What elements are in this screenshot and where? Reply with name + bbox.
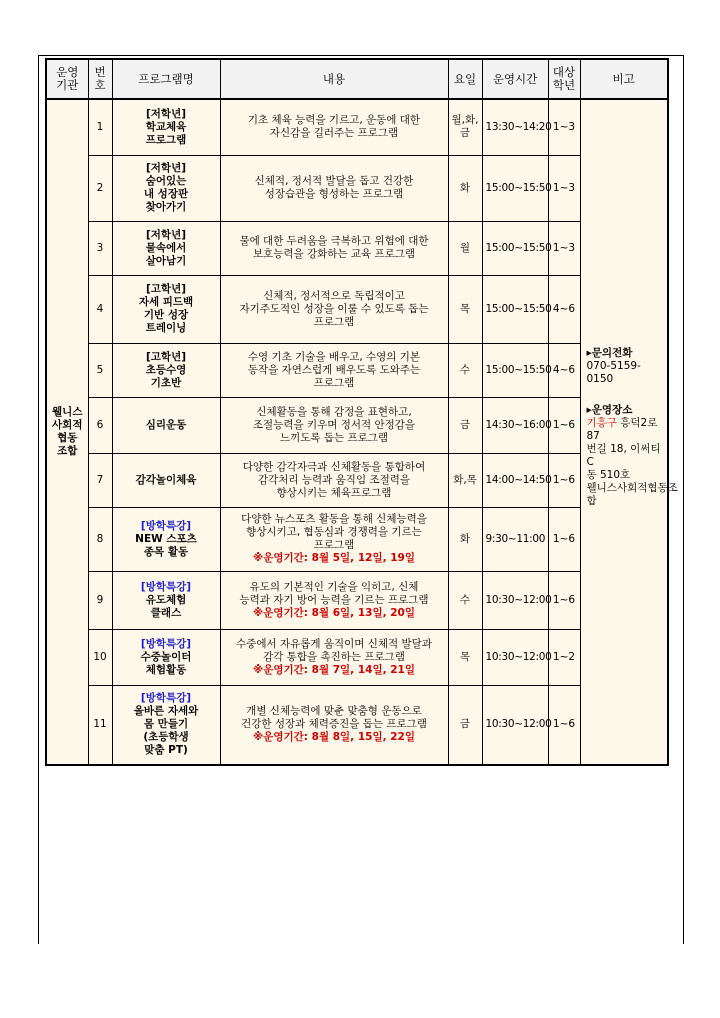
program-description-cell	[220, 275, 448, 343]
program-name-cell	[112, 343, 220, 397]
table-row	[46, 275, 668, 343]
program-name: 초등수영 기초반	[145, 363, 187, 389]
program-tag: [고학년]	[145, 350, 187, 363]
program-description: 유도의 기본적인 기술을 익히고, 신체 능력과 자기 방어 능력을 기르는 프로그램	[239, 580, 429, 606]
phone-title: ▸ 문의전화	[587, 347, 662, 360]
table-row	[46, 453, 668, 507]
table-row	[46, 629, 668, 685]
program-time: 10:30~12:00	[482, 685, 548, 765]
program-name-cell	[112, 629, 220, 685]
program-day: 월,화, 금	[448, 99, 482, 155]
table-row	[46, 397, 668, 453]
program-grade: 1~3	[548, 99, 580, 155]
place-title: ▸ 운영장소	[587, 404, 662, 417]
program-description-cell	[220, 155, 448, 221]
program-name: 숨어있는 내 성장판 찾아가기	[143, 175, 189, 213]
table-row	[46, 343, 668, 397]
program-grade: 1~3	[548, 155, 580, 221]
program-day: 금	[448, 685, 482, 765]
program-tag: [저학년]	[145, 107, 187, 120]
program-description: 다양한 뉴스포츠 활동을 통해 신체능력을 향상시키고, 협동심과 경쟁력을 기르는 프로그램	[241, 513, 427, 551]
program-day: 화	[448, 507, 482, 571]
row-number: 10	[88, 629, 112, 685]
program-description: 다양한 감각자극과 신체활동을 통합하여 감각처리 능력과 움직임 조절력을 향상시키는 체육프로그램	[242, 460, 426, 499]
program-tag: [저학년]	[145, 228, 187, 241]
program-description: 수영 기초 기술을 배우고, 수영의 기본 동작을 자연스럽게 배우도록 도와주는 프로그램	[247, 350, 421, 389]
program-name: 감각놀이체육	[135, 473, 197, 486]
program-name-cell	[112, 507, 220, 571]
program-description: 개별 신체능력에 맞춘 맞춤형 운동으로 건강한 성장과 체력증진을 돕는 프로그램	[241, 705, 427, 731]
header-grade: 대상 학년	[548, 59, 580, 99]
program-name: 올바른 자세와 몸 만들기 (초등학생 맞춤 PT)	[133, 705, 199, 757]
row-number: 3	[88, 221, 112, 275]
program-tag: [방학특강]	[140, 519, 192, 532]
operating-period: ※운영기간: 8월 6일, 13일, 20일	[253, 606, 415, 619]
program-description: 물에 대한 두려움을 극복하고 위험에 대한 보호능력을 강화하는 교육 프로그램	[239, 235, 429, 260]
program-description-cell	[220, 221, 448, 275]
program-tag: [고학년]	[145, 283, 187, 295]
program-name-cell	[112, 221, 220, 275]
program-tag: [방학특강]	[140, 692, 192, 705]
program-name-cell	[112, 571, 220, 629]
program-description-cell	[220, 629, 448, 685]
program-day: 목	[448, 629, 482, 685]
program-description-cell	[220, 397, 448, 453]
program-description: 신체적, 정서적 발달을 돕고 건강한 성장습관을 형성하는 프로그램	[254, 175, 414, 200]
program-time: 15:00~15:50	[482, 275, 548, 343]
program-grade: 1~3	[548, 221, 580, 275]
program-description: 수중에서 자유롭게 움직이며 신체적 발달과 감각 통합을 촉진하는 프로그램	[236, 637, 432, 663]
operating-period: ※운영기간: 8월 7일, 14일, 21일	[253, 663, 415, 676]
table-row	[46, 685, 668, 765]
table-row	[46, 221, 668, 275]
program-time: 13:30~14:20	[482, 99, 548, 155]
row-number: 6	[88, 397, 112, 453]
place-block	[586, 403, 678, 508]
header-org: 운영 기관	[46, 59, 88, 99]
program-time: 15:00~15:50	[482, 343, 548, 397]
program-day: 화,목	[448, 453, 482, 507]
program-name-cell	[112, 397, 220, 453]
program-description-cell	[220, 453, 448, 507]
program-grade: 4~6	[548, 275, 580, 343]
program-tag: [방학특강]	[140, 637, 192, 650]
program-name: 유도체험 클래스	[145, 593, 187, 619]
program-description: 신체활동을 통해 감정을 표현하고, 조절능력을 키우며 정서적 안정감을 느끼도록 돕는 프로그램	[252, 405, 416, 444]
row-number: 2	[88, 155, 112, 221]
row-number: 8	[88, 507, 112, 571]
header-program: 프로그램명	[112, 59, 220, 99]
program-time: 10:30~12:00	[482, 571, 548, 629]
program-table	[45, 58, 678, 766]
note-cell	[580, 99, 678, 765]
table-row	[46, 99, 668, 155]
program-grade: 1~6	[548, 507, 580, 571]
header-content: 내용	[220, 59, 448, 99]
header-time: 운영시간	[482, 59, 548, 99]
program-name: 자세 피드백 기반 성장 트레이닝	[138, 296, 194, 334]
program-day: 화	[448, 155, 482, 221]
program-description-cell	[220, 343, 448, 397]
program-time: 10:30~12:00	[482, 629, 548, 685]
program-name-cell	[112, 99, 220, 155]
program-day: 월	[448, 221, 482, 275]
program-grade: 1~6	[548, 397, 580, 453]
row-number: 5	[88, 343, 112, 397]
header-row	[46, 59, 668, 99]
program-name: 수중놀이터 체험활동	[140, 650, 192, 676]
program-name-cell	[112, 155, 220, 221]
program-day: 수	[448, 571, 482, 629]
program-grade: 1~6	[548, 685, 580, 765]
program-time: 9:30~11:00	[482, 507, 548, 571]
program-grade: 4~6	[548, 343, 580, 397]
phone-block	[587, 347, 662, 386]
org-name: 웰니스 사회적 협동 조합	[46, 99, 88, 765]
program-tag: [저학년]	[145, 162, 187, 174]
program-name: 학교체육 프로그램	[145, 120, 187, 146]
header-day: 요일	[448, 59, 482, 99]
row-number: 4	[88, 275, 112, 343]
table-row	[46, 507, 668, 571]
program-day: 수	[448, 343, 482, 397]
phone-number: 070-5159-0150	[586, 359, 641, 385]
program-grade: 1~2	[548, 629, 580, 685]
program-name: 물속에서 살아남기	[145, 241, 187, 267]
operating-period: ※운영기간: 8월 5일, 12일, 19일	[253, 552, 415, 564]
program-name-cell	[112, 275, 220, 343]
row-number: 1	[88, 99, 112, 155]
program-grade: 1~6	[548, 453, 580, 507]
operating-period: ※운영기간: 8월 8일, 15일, 22일	[253, 731, 415, 744]
row-number: 11	[88, 685, 112, 765]
program-name: 심리운동	[145, 418, 187, 431]
place-district: 기흥구	[586, 416, 617, 429]
program-name: NEW 스포츠 종목 활동	[135, 532, 197, 558]
place-address: 흥덕2로 87 번길 18, 이써티 C 동 510호 웰니스사회적협동조 합	[586, 416, 678, 507]
program-name-cell	[112, 453, 220, 507]
program-time: 14:00~14:50	[482, 453, 548, 507]
program-time: 15:00~15:50	[482, 221, 548, 275]
program-description-cell	[220, 507, 448, 571]
program-name-cell	[112, 685, 220, 765]
header-note: 비고	[580, 59, 668, 99]
program-tag: [방학특강]	[140, 580, 192, 593]
table-row	[46, 571, 668, 629]
program-time: 14:30~16:00	[482, 397, 548, 453]
row-number: 9	[88, 571, 112, 629]
program-description-cell	[220, 685, 448, 765]
program-description: 기초 체육 능력을 기르고, 운동에 대한 자신감을 길러주는 프로그램	[247, 114, 421, 140]
header-no: 번 호	[88, 59, 112, 99]
program-grade: 1~6	[548, 571, 580, 629]
program-description-cell	[220, 571, 448, 629]
row-number: 7	[88, 453, 112, 507]
program-day: 목	[448, 275, 482, 343]
program-description-cell	[220, 99, 448, 155]
program-time: 15:00~15:50	[482, 155, 548, 221]
program-description: 신체적, 정서적으로 독립적이고 자기주도적인 성장을 이룰 수 있도록 돕는 프로그램	[239, 289, 429, 328]
program-day: 금	[448, 397, 482, 453]
table-row	[46, 155, 668, 221]
